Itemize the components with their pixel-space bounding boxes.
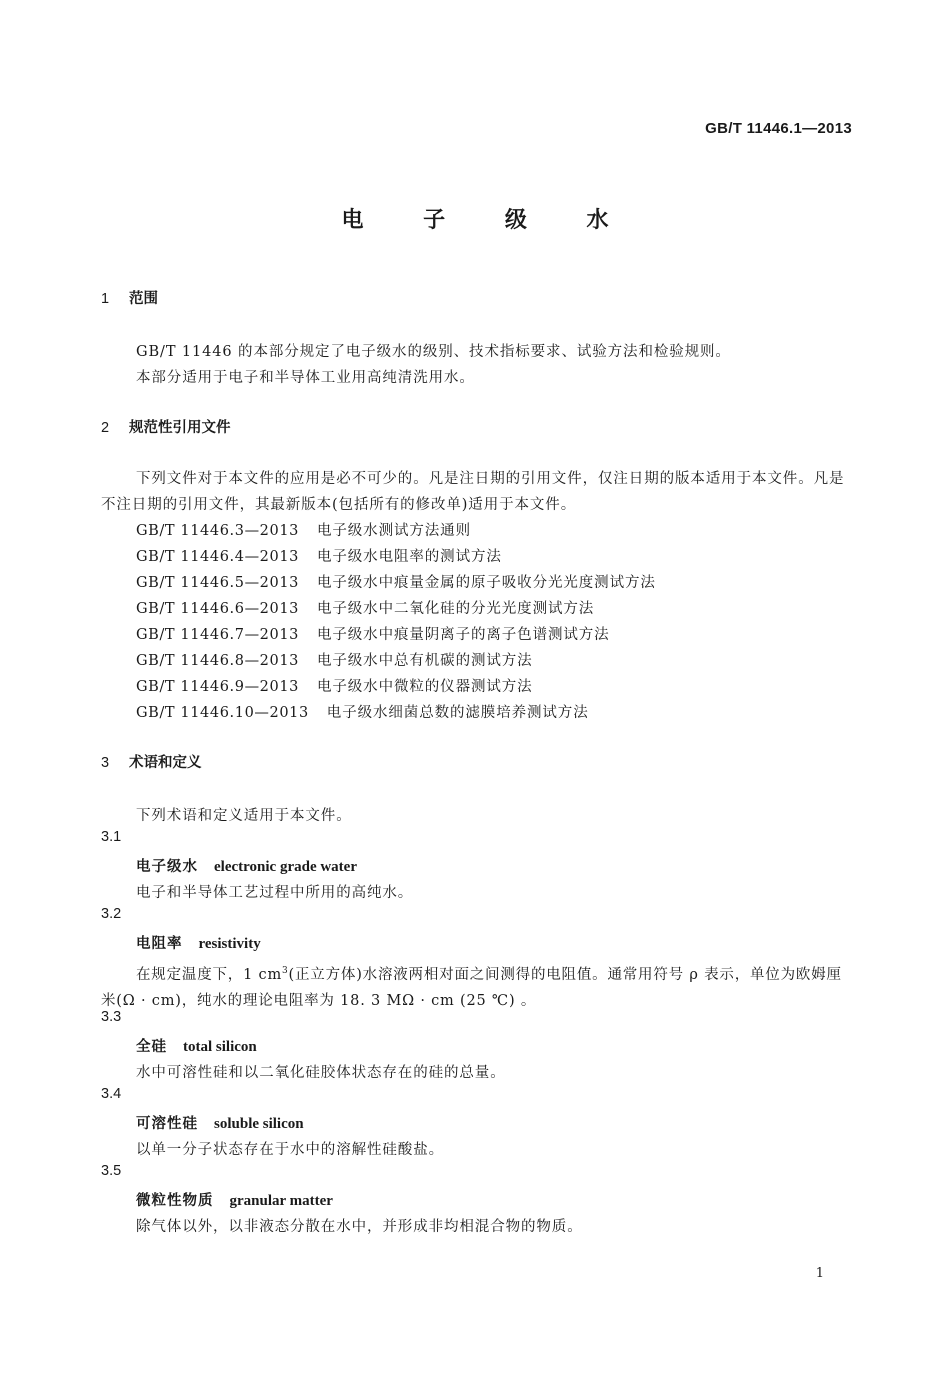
reference-code: GB/T 11446.3—2013 [136,523,299,539]
section-title: 规范性引用文件 [129,420,231,436]
section-heading-scope [101,287,158,308]
reference-code: GB/T 11446.5—2013 [136,575,299,591]
reference-title: 电子级水中痕量金属的原子吸收分光光度测试方法 [316,575,656,591]
reference-item [136,623,610,644]
superscript: 3 [282,966,289,976]
scope-paragraph: 本部分适用于电子和半导体工业用高纯清洗用水。 [136,370,475,386]
term-en: electronic grade water [214,859,357,875]
section-number: 3 [101,755,110,771]
reference-item [136,675,533,696]
term-zh: 可溶性硅 [136,1116,198,1132]
term-number: 3.5 [101,1163,122,1179]
section-title: 范围 [129,291,158,307]
term-zh: 电阻率 [136,936,183,952]
term-entry [136,1035,257,1056]
refs-intro: 下列文件对于本文件的应用是必不可少的。凡是注日期的引用文件，仅注日期的版本适用于本文件。凡是不注日期的引用文件，其最新版本(包括所有的修改单)适用于本文件。 [101,471,845,513]
term-entry [136,1112,304,1133]
reference-title: 电子级水中二氧化硅的分光光度测试方法 [316,601,595,617]
reference-title: 电子级水测试方法通则 [316,523,471,539]
reference-title: 电子级水电阻率的测试方法 [316,549,502,565]
term-zh: 电子级水 [136,859,198,875]
reference-title: 电子级水中微粒的仪器测试方法 [316,679,533,695]
term-definition: 以单一分子状态存在于水中的溶解性硅酸盐。 [136,1142,444,1158]
reference-code: GB/T 11446.6—2013 [136,601,299,617]
term-en: resistivity [198,936,261,952]
reference-title: 电子级水中痕量阴离子的离子色谱测试方法 [316,627,610,643]
reference-code: GB/T 11446.10—2013 [136,705,309,721]
reference-item [136,519,471,540]
page-title: 电 子 级 水 [341,208,635,233]
term-entry [136,855,357,876]
term-entry [136,1189,333,1210]
scope-paragraph: GB/T 11446 的本部分规定了电子级水的级别、技术指标要求、试验方法和检验规则。 [136,344,731,360]
term-number: 3.2 [101,906,122,922]
term-number: 3.3 [101,1009,122,1025]
section-heading-terms [101,751,202,772]
reference-code: GB/T 11446.9—2013 [136,679,299,695]
section-title: 术语和定义 [129,755,202,771]
term-definition: 除气体以外，以非液态分散在水中，并形成非均相混合物的物质。 [136,1219,583,1235]
reference-item [136,701,589,722]
reference-item [136,571,656,592]
term-number: 3.4 [101,1086,122,1102]
reference-item [136,649,533,670]
section-number: 2 [101,420,110,436]
definition-text: 在规定温度下，1 cm [136,966,283,983]
term-zh: 全硅 [136,1039,167,1055]
term-zh: 微粒性物质 [136,1193,214,1209]
term-en: granular matter [229,1193,333,1209]
term-en: total silicon [183,1039,257,1055]
reference-code: GB/T 11446.8—2013 [136,653,299,669]
term-en: soluble silicon [214,1116,304,1132]
section-heading-refs [101,416,231,437]
term-definition [101,958,853,1014]
definition-text: (正立方体)水溶液两相对面之间测得的电阻值。通常用符号 ρ 表示，单位为欧姆厘米(Ω · cm)，纯水的理论电阻率为 18. 3 MΩ · cm (25 ℃) 。 [101,966,842,1009]
reference-title: 电子级水细菌总数的滤膜培养测试方法 [326,705,589,721]
term-entry [136,932,261,953]
reference-code: GB/T 11446.4—2013 [136,549,299,565]
term-definition: 电子和半导体工艺过程中所用的高纯水。 [136,885,414,901]
page-number: 1 [815,1266,824,1281]
terms-intro: 下列术语和定义适用于本文件。 [136,808,352,824]
reference-code: GB/T 11446.7—2013 [136,627,299,643]
term-definition: 水中可溶性硅和以二氧化硅胶体状态存在的硅的总量。 [136,1065,506,1081]
reference-item [136,545,502,566]
reference-title: 电子级水中总有机碳的测试方法 [316,653,533,669]
section-number: 1 [101,291,110,307]
term-number: 3.1 [101,829,122,845]
reference-item [136,597,594,618]
standard-code: GB/T 11446.1—2013 [705,120,852,137]
